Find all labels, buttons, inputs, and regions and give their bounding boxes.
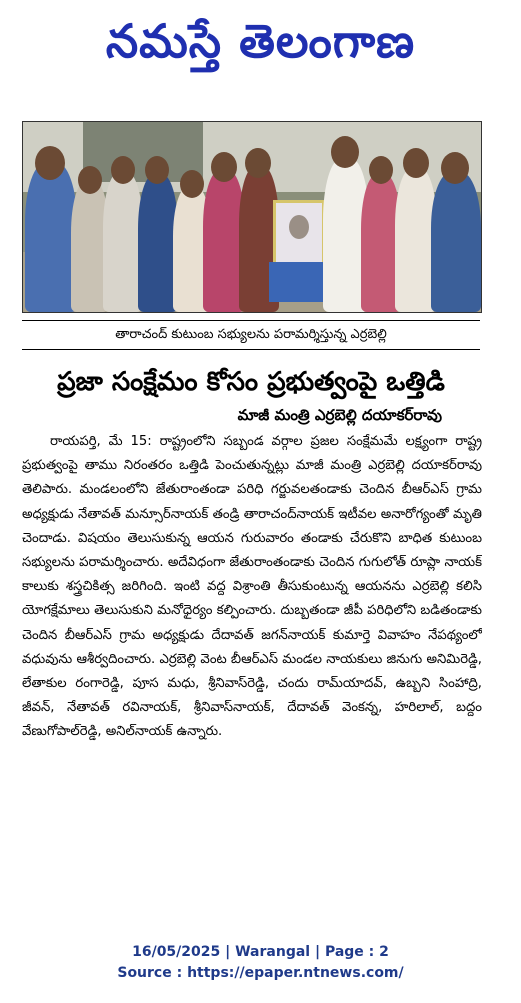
article-headline: ప్రజా సంక్షేమం కోసం ప్రభుత్వంపై ఒత్తిడి <box>57 367 445 397</box>
article-photo <box>22 121 482 313</box>
newspaper-masthead: నమస్తే తెలంగాణ <box>105 14 416 68</box>
clipped-text-fragment <box>22 92 492 104</box>
footer-date-edition: 16/05/2025 | Warangal | Page : 2 <box>132 944 389 960</box>
article-body: రాయపర్తి, మే 15: రాష్ట్రంలోని సబ్బండ వర్గాల ప్రజల సంక్షేమమే లక్ష్యంగా రాష్ట్ర ప్రభుత్వంపై తాము నిరంతరం ఒత్తిడి పెంచుతున్నట్లు మాజీ మంత్రి ఎర్రబెల్లి దయాకర్‌రావు తెలిపారు. మండలంలోని జేతురాంతండా పరిధి గర్జువలతండాకు చెందిన బీఆర్‌ఎస్ గ్రామ అధ్యక్షుడు నేతావత్ మన్సూర్‌నాయక్ తండ్రి తారాచంద్‌నాయక్ ఇటీవల అనారోగ్యంతో మృతి చెందాడు. విషయం తెలుసుకున్న ఆయన గురువారం తండాకు చేరుకొని బాధిత కుటుంబ సభ్యులను పరామర్శించారు. అదేవిధంగా జేతురాంతండాకు చెందిన గుగులోత్ రూప్లా నాయక్ కాలుకు శస్త్రచికిత్స జరిగింది. ఇంటి వద్ద విశ్రాంతి తీసుకుంటున్న ఆయనను ఎర్రబెల్లి కలిసి యోగక్షేమాలు తెలుసుకుని మనోధైర్యం కల్పించారు. దుబ్బతండా జీపీ పరిధిలోని బడితండాకు చెందిన బీఆర్‌ఎస్ గ్రామ అధ్యక్షుడు దేదావత్ జగన్‌నాయక్ కుమార్తె వివాహం నేపథ్యంలో వధువును ఆశీర్వదించారు. ఎర్రబెల్లి వెంట బీఆర్‌ఎస్ మండల నాయకులు జినుగు అనిమిరెడ్డి, లేతాకుల రంగారెడ్డి, పూస మధు, శ్రీనివాస్‌రెడ్డి, చందు రామ్‌యాదవ్, ఉబ్బని సింహాద్రి, జీవన్, నేతావత్ రవినాయక్, శ్రీనివాస్‌నాయక్, దేదావత్ వెంకన్న, హరిలాల్, బద్దం వేణుగోపాల్‌రెడ్డి, అనిల్‌నాయక్ ఉన్నారు. <box>22 434 482 740</box>
photo-caption: తారాచంద్ కుటుంబ సభ్యులను పరామర్శిస్తున్న ఎర్రబెల్లి <box>22 320 480 350</box>
source-footer <box>0 942 521 984</box>
footer-source-url: Source : https://epaper.ntnews.com/ <box>117 965 404 981</box>
subheadline-text: మాజీ మంత్రి ఎర్రబెల్లి దయాకర్‌రావు <box>237 406 442 424</box>
article-subheadline <box>22 404 480 426</box>
